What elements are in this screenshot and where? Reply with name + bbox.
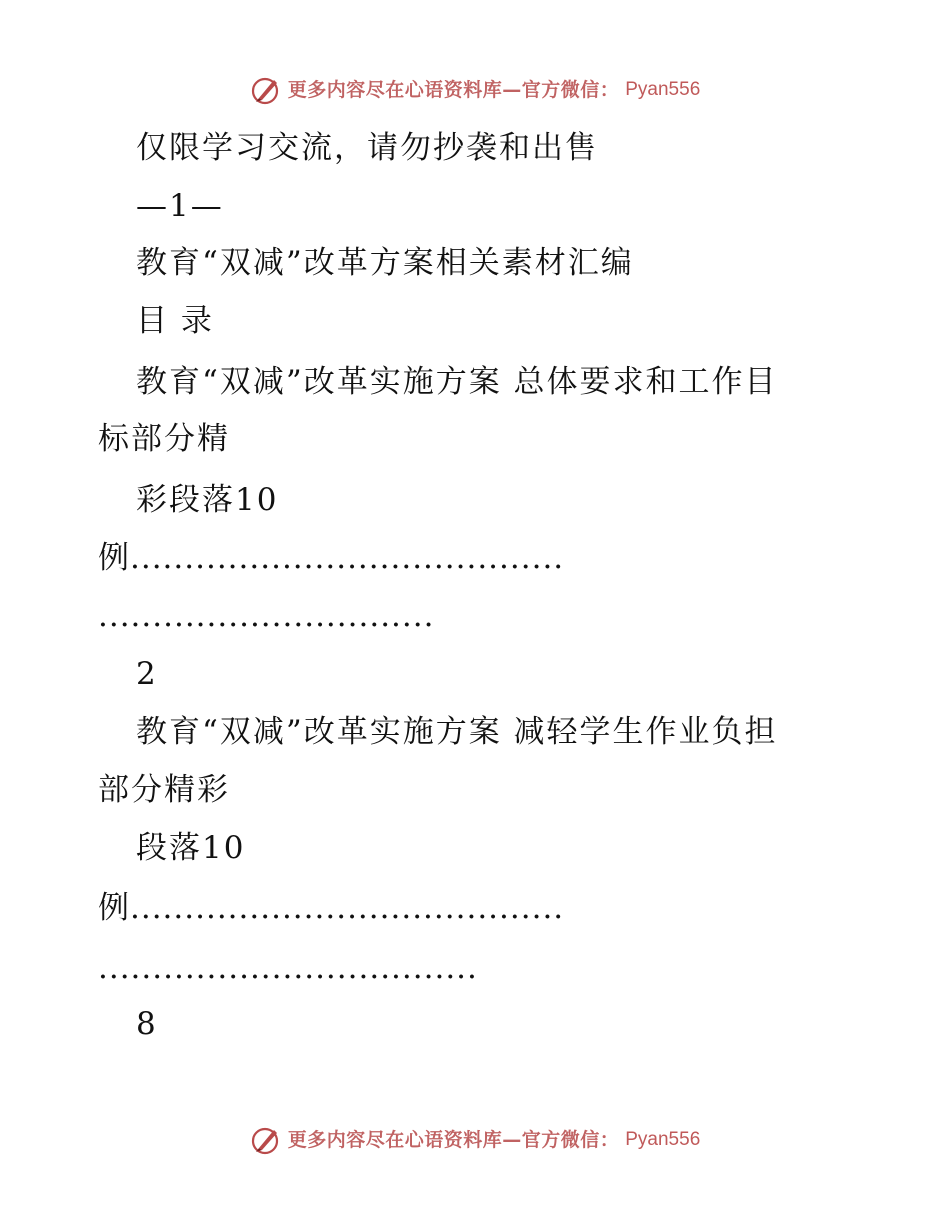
toc-entry-1-line-2: 标部分精: [98, 421, 230, 457]
toc-entry-2-line-1: 教育“双减”改革实施方案 减轻学生作业负担: [136, 714, 778, 750]
watermark-account: Pyan556: [625, 1129, 701, 1150]
header-watermark: [0, 74, 950, 106]
toc-entry-2-line-2: 部分精彩: [98, 772, 230, 808]
footer-watermark: [0, 1124, 950, 1156]
toc-entry-1-leader-2: ...............................: [98, 598, 435, 634]
toc-entry-2-leader-1: 例........................................: [98, 890, 565, 926]
quill-pen-emblem-icon: [250, 1124, 282, 1156]
toc-entry-1-leader-1: 例........................................: [98, 540, 565, 576]
notice-line: 仅限学习交流，请勿抄袭和出售: [136, 130, 598, 166]
document-title: 教育“双减”改革方案相关素材汇编: [136, 245, 634, 281]
toc-entry-1-line-3: 彩段落10: [136, 482, 279, 518]
watermark-text: 更多内容尽在心语资料库—官方微信：: [287, 1129, 620, 1151]
toc-entry-2-page: 8: [136, 1006, 158, 1042]
watermark-account: Pyan556: [625, 79, 701, 100]
toc-entry-2-line-3: 段落10: [136, 830, 246, 866]
toc-entry-1-line-1: 教育“双减”改革实施方案 总体要求和工作目: [136, 364, 778, 400]
quill-pen-emblem-icon: [250, 74, 282, 106]
toc-heading: 目 录: [136, 303, 214, 339]
toc-entry-1-page: 2: [136, 656, 158, 692]
watermark-text: 更多内容尽在心语资料库—官方微信：: [287, 79, 620, 101]
page-number: —1—: [136, 188, 224, 224]
toc-entry-2-leader-2: ...................................: [98, 950, 478, 986]
